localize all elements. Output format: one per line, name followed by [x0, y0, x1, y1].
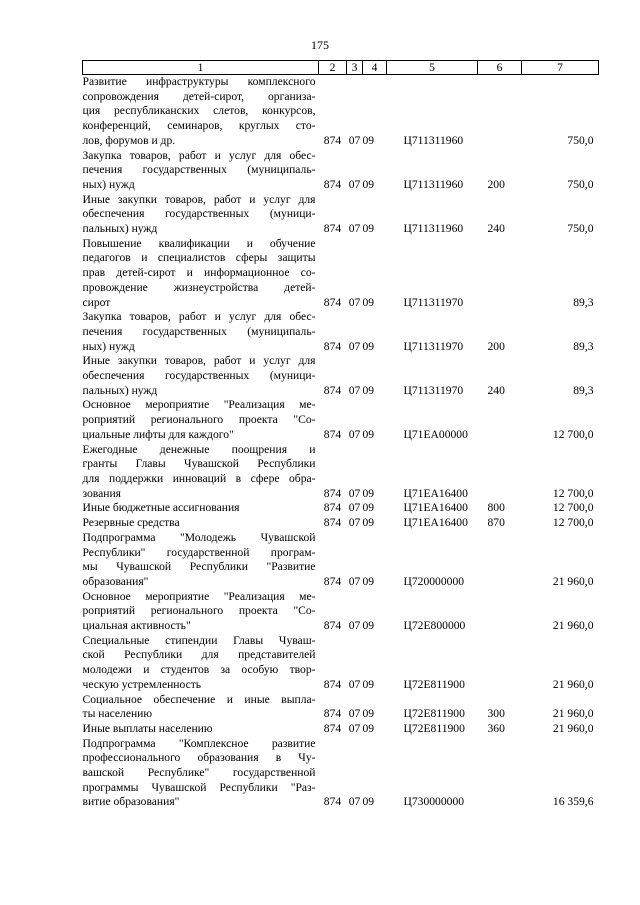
row-name-line: сопровождения детей-сирот, организа-	[82, 89, 316, 103]
row-name	[83, 149, 319, 193]
table-row	[83, 75, 599, 149]
row-col-6: 800	[487, 501, 505, 515]
row-col-2: 874	[323, 501, 342, 515]
header-col-5: 5	[387, 61, 478, 75]
row-col-4: 09	[362, 795, 375, 809]
row-col-2: 874	[323, 339, 342, 353]
row-col-4: 09	[362, 721, 375, 735]
row-col-5: Ц711311960	[403, 222, 464, 236]
row-col-6	[478, 531, 522, 590]
row-col-2: 874	[323, 677, 342, 691]
row-col-7: 89,3	[573, 383, 594, 397]
table-row	[83, 501, 599, 516]
row-name	[83, 354, 319, 398]
row-col-4: 09	[362, 427, 375, 441]
row-col-4: 09	[362, 486, 375, 500]
row-name-line: лов, форумов и др.	[82, 133, 176, 147]
row-name-line: педагогов и специалистов сферы защиты	[82, 251, 316, 265]
row-col-6: 300	[487, 707, 505, 721]
row-name	[83, 693, 319, 722]
row-name-line: циальные лифты для каждого"	[82, 427, 234, 441]
row-col-4: 09	[362, 383, 375, 397]
row-col-2: 874	[323, 574, 342, 588]
row-name-line: образования"	[82, 574, 149, 588]
row-col-4: 09	[362, 707, 375, 721]
row-name-line: Развитие инфраструктуры комплексного	[82, 75, 316, 88]
row-name	[83, 531, 319, 590]
row-col-7: 16 359,6	[552, 795, 594, 809]
row-name-line: Основное мероприятие "Реализация ме-	[82, 589, 316, 603]
row-col-7: 89,3	[573, 295, 594, 309]
row-col-7: 89,3	[573, 339, 594, 353]
row-col-5: Ц730000000	[403, 795, 465, 809]
row-col-5: Ц720000000	[403, 574, 465, 588]
row-col-5: Ц72Е811900	[403, 721, 465, 735]
table-row	[83, 590, 599, 634]
table-row	[83, 737, 599, 811]
row-col-2: 874	[323, 721, 342, 735]
row-col-7: 12 700,0	[552, 427, 594, 441]
row-col-4: 09	[362, 339, 375, 353]
row-name-line: программы Чувашской Республики "Раз-	[82, 780, 316, 794]
row-name	[83, 75, 319, 149]
row-name-line: для поддержки инноваций в сфере обра-	[82, 471, 316, 485]
header-col-7: 7	[522, 61, 599, 75]
row-name-line: зования	[82, 486, 122, 500]
row-col-4: 09	[362, 501, 375, 515]
row-name-line: Подпрограмма "Комплексное развитие	[82, 736, 316, 750]
row-col-6: 360	[487, 721, 505, 735]
header-col-1: 1	[83, 61, 319, 75]
row-col-6: 870	[487, 516, 505, 530]
header-col-2: 2	[319, 61, 347, 75]
row-col-7: 21 960,0	[552, 619, 594, 633]
row-name-line: вашской Республике" государственной	[82, 766, 316, 780]
row-col-6	[478, 75, 522, 149]
row-name	[83, 516, 319, 531]
row-col-5: Ц711311960	[403, 177, 464, 191]
row-col-3: 07	[348, 501, 361, 515]
table-row	[83, 443, 599, 502]
row-name-line: Иные закупки товаров, работ и услуг для	[82, 354, 316, 368]
row-name-line: пальных) нужд	[82, 222, 158, 236]
row-col-2: 874	[323, 295, 342, 309]
row-col-5: Ц711311960	[403, 133, 464, 147]
row-col-6: 240	[487, 222, 505, 236]
table-row	[83, 516, 599, 531]
row-col-7: 12 700,0	[552, 501, 594, 515]
row-name	[83, 722, 319, 737]
row-col-4: 09	[362, 133, 375, 147]
table-row	[83, 149, 599, 193]
row-name-line: ция республиканских слетов, конкурсов,	[82, 104, 316, 118]
row-name-line: сирот	[82, 295, 111, 309]
row-name-line: печения государственных (муниципаль-	[82, 163, 316, 177]
row-col-2: 874	[323, 619, 342, 633]
row-name-line: Специальные стипендии Главы Чуваш-	[82, 633, 316, 647]
row-name-line: роприятий регионального проекта "Со-	[82, 413, 316, 427]
row-col-6: 200	[487, 339, 505, 353]
row-name	[83, 634, 319, 693]
row-name	[83, 443, 319, 502]
row-name-line: обеспечения государственных (муници-	[82, 369, 316, 383]
row-col-3: 07	[348, 295, 361, 309]
row-name-line: пальных) нужд	[82, 383, 158, 397]
row-col-6	[478, 737, 522, 811]
row-col-6: 240	[487, 383, 505, 397]
header-col-6: 6	[478, 61, 522, 75]
row-name-line: Социальное обеспечение и иные выпла-	[82, 692, 316, 706]
row-col-5: Ц711311970	[403, 383, 464, 397]
row-col-5: Ц71ЕА16400	[403, 501, 468, 515]
row-name-line: профессионального образования в Чу-	[82, 751, 316, 765]
row-col-5: Ц711311970	[403, 295, 464, 309]
row-col-3: 07	[348, 427, 361, 441]
row-col-2: 874	[323, 427, 342, 441]
row-col-3: 07	[348, 707, 361, 721]
row-name	[83, 501, 319, 516]
row-col-4: 09	[362, 295, 375, 309]
table-row	[83, 310, 599, 354]
row-name-line: Ежегодные денежные поощрения и	[82, 442, 316, 456]
row-col-3: 07	[348, 721, 361, 735]
row-col-7: 12 700,0	[552, 486, 594, 500]
row-col-3: 07	[348, 383, 361, 397]
row-name-line: ской Республики для представителей	[82, 648, 316, 662]
row-name-line: провождение жизнеустройства детей-	[82, 280, 316, 294]
row-col-6	[478, 634, 522, 693]
row-name	[83, 737, 319, 811]
row-col-4: 09	[362, 619, 375, 633]
row-col-7: 21 960,0	[552, 677, 594, 691]
table-row	[83, 634, 599, 693]
row-col-3: 07	[348, 222, 361, 236]
row-col-6	[478, 398, 522, 442]
row-col-3: 07	[348, 574, 361, 588]
row-col-3: 07	[348, 619, 361, 633]
row-name-line: мы Чувашской Республики "Развитие	[82, 560, 316, 574]
row-name	[83, 310, 319, 354]
row-col-3: 07	[348, 516, 361, 530]
row-col-3: 07	[348, 795, 361, 809]
row-col-2: 874	[323, 795, 342, 809]
row-col-7: 750,0	[567, 133, 594, 147]
table-row	[83, 193, 599, 237]
row-col-2: 874	[323, 516, 342, 530]
page-number: 175	[311, 38, 329, 52]
row-name-line: ческую устремленность	[82, 677, 202, 691]
row-name	[83, 398, 319, 442]
row-name	[83, 237, 319, 311]
row-name-line: Подпрограмма "Молодежь Чувашской	[82, 530, 316, 544]
row-name-line: молодежи и студентов за особую твор-	[82, 663, 316, 677]
row-col-4: 09	[362, 516, 375, 530]
row-col-3: 07	[348, 133, 361, 147]
row-name-line: обеспечения государственных (муници-	[82, 207, 316, 221]
row-col-3: 07	[348, 486, 361, 500]
row-name-line: Резервные средства	[82, 516, 180, 530]
row-col-4: 09	[362, 574, 375, 588]
row-col-2: 874	[323, 383, 342, 397]
row-col-5: Ц72Е811900	[403, 677, 465, 691]
row-col-3: 07	[348, 339, 361, 353]
row-name	[83, 193, 319, 237]
row-name-line: роприятий регионального проекта "Со-	[82, 604, 316, 618]
row-name-line: ных) нужд	[82, 177, 135, 191]
row-col-5: Ц71ЕА16400	[403, 486, 468, 500]
row-name-line: конференций, семинаров, круглых сто-	[82, 119, 316, 133]
row-col-7: 750,0	[567, 177, 594, 191]
row-col-5: Ц71ЕА00000	[403, 427, 468, 441]
header-col-3: 3	[347, 61, 363, 75]
table-row	[83, 722, 599, 737]
row-col-3: 07	[348, 677, 361, 691]
row-col-2: 874	[323, 486, 342, 500]
table-row	[83, 398, 599, 442]
row-col-4: 09	[362, 177, 375, 191]
row-col-6	[478, 237, 522, 311]
row-col-6	[478, 443, 522, 502]
row-col-2: 874	[323, 133, 342, 147]
row-name-line: Закупка товаров, работ и услуг для обес-	[82, 310, 316, 324]
row-col-5: Ц72Е800000	[403, 619, 466, 633]
row-name-line: печения государственных (муниципаль-	[82, 324, 316, 338]
row-name-line: Республики" государственной програм-	[82, 545, 316, 559]
row-name-line: гранты Главы Чувашской Республики	[82, 457, 316, 471]
row-col-6	[478, 590, 522, 634]
row-name	[83, 590, 319, 634]
row-col-4: 09	[362, 222, 375, 236]
row-col-2: 874	[323, 177, 342, 191]
row-col-7: 21 960,0	[552, 574, 594, 588]
table-row	[83, 237, 599, 311]
row-col-5: Ц72Е811900	[403, 707, 465, 721]
row-col-5: Ц711311970	[403, 339, 464, 353]
row-col-3: 07	[348, 177, 361, 191]
row-name-line: прав детей-сирот и информационное со-	[82, 266, 316, 280]
row-col-7: 750,0	[567, 222, 594, 236]
row-col-7: 21 960,0	[552, 707, 594, 721]
row-name-line: ты населению	[82, 707, 153, 721]
row-col-7: 12 700,0	[552, 516, 594, 530]
row-name-line: Иные выплаты населению	[82, 721, 213, 735]
row-col-5: Ц71ЕА16400	[403, 516, 468, 530]
table-row	[83, 531, 599, 590]
row-name-line: ных) нужд	[82, 339, 135, 353]
row-col-2: 874	[323, 222, 342, 236]
row-name-line: Повышение квалификации и обучение	[82, 236, 316, 250]
row-name-line: циальная активность"	[82, 619, 191, 633]
header-row	[83, 61, 599, 75]
row-col-4: 09	[362, 677, 375, 691]
table-row	[83, 693, 599, 722]
row-name-line: витие образования"	[82, 795, 180, 809]
row-name-line: Иные бюджетные ассигнования	[82, 501, 240, 515]
row-col-6: 200	[487, 177, 505, 191]
budget-table	[82, 60, 599, 810]
row-col-2: 874	[323, 707, 342, 721]
row-name-line: Закупка товаров, работ и услуг для обес-	[82, 148, 316, 162]
row-name-line: Иные закупки товаров, работ и услуг для	[82, 192, 316, 206]
table-row	[83, 354, 599, 398]
header-col-4: 4	[363, 61, 387, 75]
row-col-7: 21 960,0	[552, 721, 594, 735]
row-name-line: Основное мероприятие "Реализация ме-	[82, 398, 316, 412]
